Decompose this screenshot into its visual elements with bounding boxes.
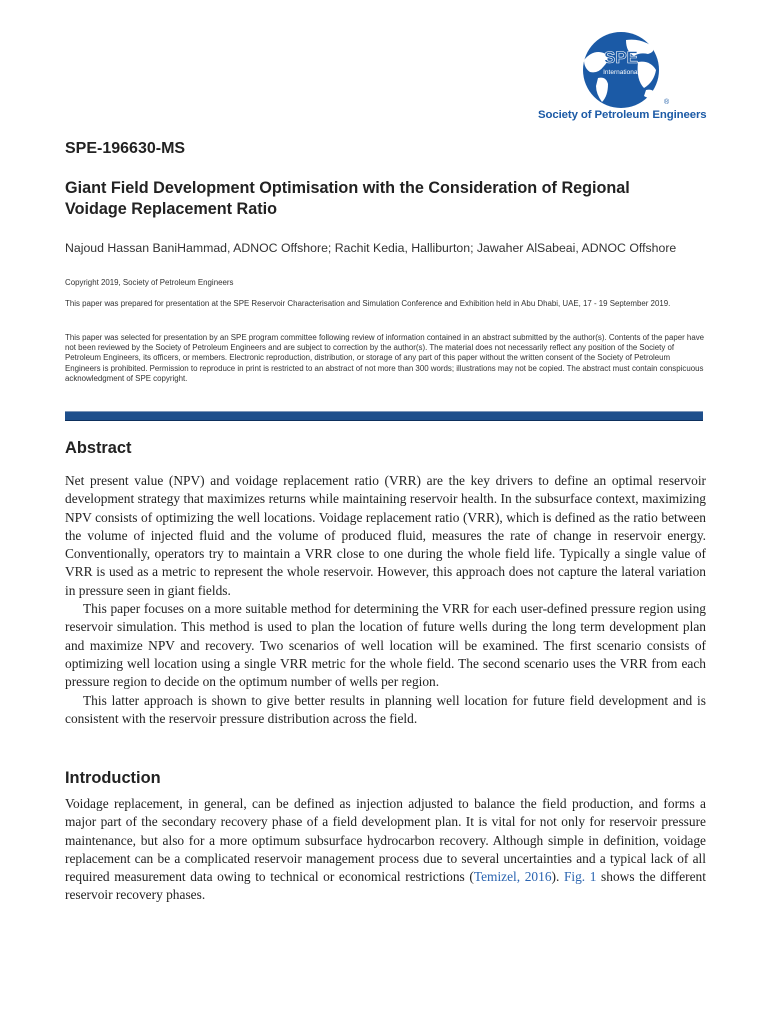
paper-title-line-2: Voidage Replacement Ratio bbox=[65, 200, 277, 218]
paper-id: SPE-196630-MS bbox=[65, 140, 186, 157]
abstract-paragraph-2: This paper focuses on a more suitable method for determining the VRR for each user-defined pressure region using reservoir simulation. This method is used to plan the location of future wells during the long term development plan and maximize NPV and recovery. Two scenarios of well location will be examined. The first scenario consists of optimizing well location using a single VRR metric for the whole field. The second scenario uses the VRR from each pressure region to decide on the optimum number of wells per region. bbox=[65, 601, 706, 690]
registered-mark: ® bbox=[664, 99, 670, 106]
section-divider bbox=[65, 411, 703, 421]
logo-subtext: International bbox=[603, 69, 639, 76]
paper-title bbox=[65, 178, 705, 220]
intro-text-3: shows the different reservoir recovery phases. bbox=[65, 869, 706, 903]
copyright-line: Copyright 2019, Society of Petroleum Engineers bbox=[65, 278, 234, 287]
spe-logo bbox=[538, 30, 707, 128]
introduction-heading: Introduction bbox=[65, 769, 161, 787]
abstract-paragraph-3: This latter approach is shown to give better results in planning well location for future field development and is consistent with the reservoir pressure distribution across the field. bbox=[65, 692, 706, 726]
authors: Najoud Hassan BaniHammad, ADNOC Offshore; Rachit Kedia, Halliburton; Jawaher AlSabeai, ADNOC Offshore bbox=[65, 241, 677, 255]
intro-text-2: ). bbox=[551, 869, 564, 885]
introduction-paragraph bbox=[65, 795, 706, 905]
citation-link[interactable]: Temizel, 2016 bbox=[473, 869, 552, 885]
abstract-paragraph-1: Net present value (NPV) and voidage replacement ratio (VRR) are the key drivers to define an optimal reservoir development strategy that maximizes returns while maintaining reservoir health. In the subsurface context, maximizing NPV consists of optimizing the well locations. Voidage replacement ratio (VRR), which is defined as the ratio between the volume of injected fluid and the volume of produced fluid, measures the rate of change in reservoir energy. Conventionally, operators try to maintain a VRR close to one during the whole field life. Typically a single value of VRR is used as a metric to represent the whole reservoir. However, this approach does not capture the lateral variation in pressure seen in giant fields. bbox=[65, 473, 706, 598]
abstract-body bbox=[65, 472, 706, 728]
presentation-notice: This paper was prepared for presentation at the SPE Reservoir Characterisation and Simulation Conference and Exhibition held in Abu Dhabi, UAE, 17 - 19 September 2019. bbox=[65, 299, 671, 308]
globe-icon bbox=[560, 30, 682, 110]
logo-caption: Society of Petroleum Engineers bbox=[538, 109, 707, 121]
intro-text-1: Voidage replacement, in general, can be defined as injection adjusted to balance the field production, and forms a major part of the secondary recovery phase of a field development plan. It is vital for not only for reservoir pressure maintenance, but also for a more optimum subsurface hydrocarbon recovery. Although simple in definition, voidage replacement can be a complicated reservoir management process due to several uncertainties and a typical lack of all required measurement data owing to technical or economical restrictions ( bbox=[65, 796, 706, 885]
selection-notice: This paper was selected for presentation by an SPE program committee following review of information contained in an abstract submitted by the author(s). Contents of the paper have not been reviewed by the Society of Petroleum Engineers and are subject to correction by the author(s). The material does not necessarily reflect any position of the Society of Petroleum Engineers, its officers, or members. Electronic reproduction, distribution, or storage of any part of this paper without the written consent of the Society of Petroleum Engineers is prohibited. Permission to reproduce in print is restricted to an abstract of not more than 300 words; illustrations may not be copied. The abstract must contain conspicuous acknowledgment of SPE copyright. bbox=[65, 333, 705, 383]
introduction-body bbox=[65, 795, 706, 905]
paper-title-line-1: Giant Field Development Optimisation with the Consideration of Regional bbox=[65, 179, 630, 197]
abstract-heading: Abstract bbox=[65, 439, 132, 457]
figure-link[interactable]: Fig. 1 bbox=[563, 869, 597, 885]
logo-text: SPE bbox=[603, 48, 639, 67]
